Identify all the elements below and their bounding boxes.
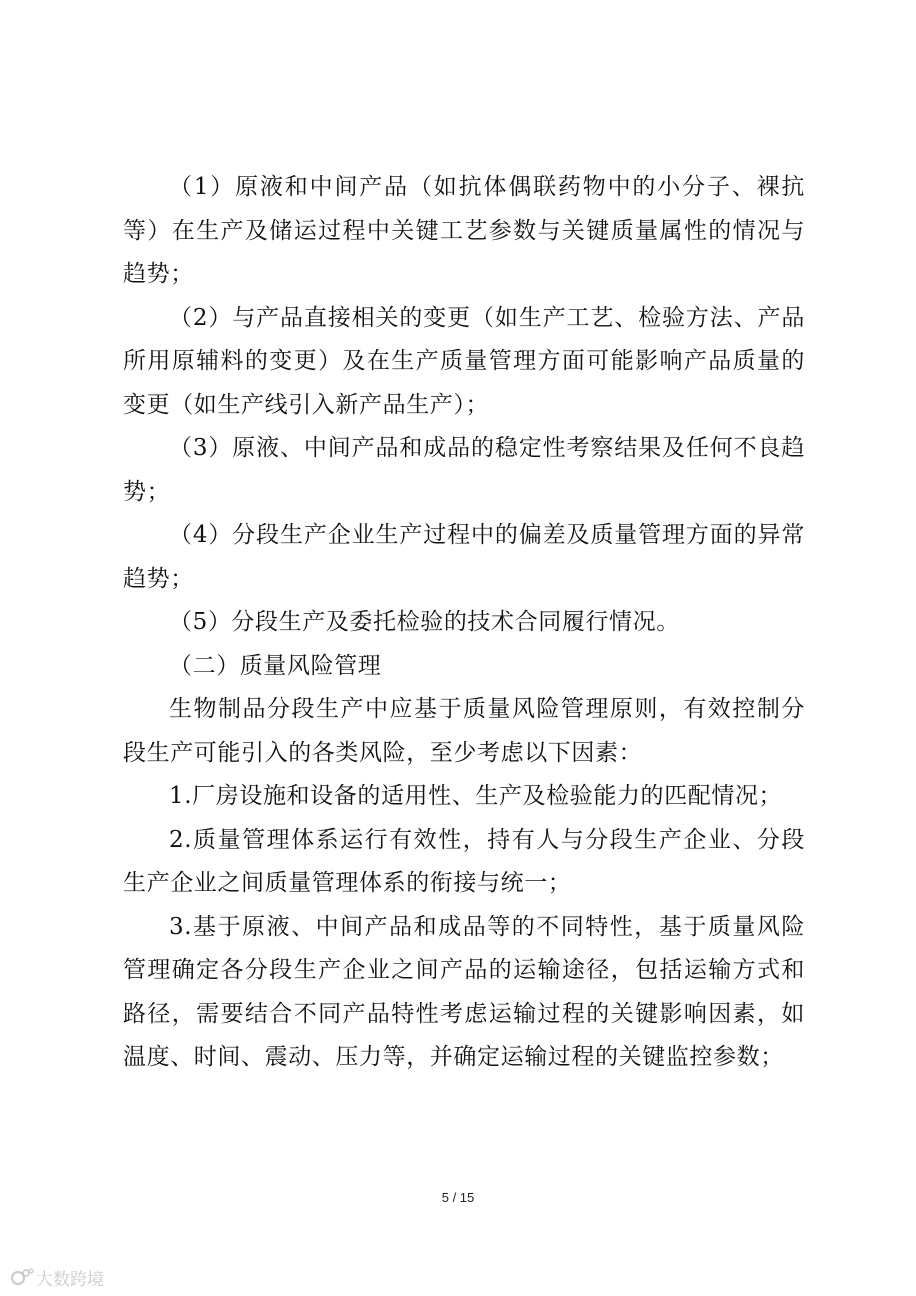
- watermark: [10, 1266, 104, 1288]
- paragraph-item-2: （2）与产品直接相关的变更（如生产工艺、检验方法、产品所用原辅料的变更）及在生产质量管理方面可能影响产品质量的变更（如生产线引入新产品生产）；: [123, 304, 805, 418]
- section-heading: （二）质量风险管理: [169, 652, 382, 679]
- paragraph-factor-3: 3.基于原液、中间产品和成品等的不同特性，基于质量风险管理确定各分段生产企业之间产品的运输途径，包括运输方式和路径，需要结合不同产品特性考虑运输过程的关键影响因素，如温度、时间、震动、压力等，并确定运输过程的关键监控参数；: [123, 913, 805, 1070]
- paragraph-item-1: （1）原液和中间产品（如抗体偶联药物中的小分子、裸抗等）在生产及储运过程中关键工艺参数与关键质量属性的情况与趋势；: [123, 174, 805, 287]
- page-number: 5 / 15: [441, 1190, 475, 1205]
- logo-icon: [10, 1267, 34, 1287]
- paragraph-item-5: （5）分段生产及委托检验的技术合同履行情况。: [169, 609, 680, 635]
- paragraph-factor-2: 2.质量管理体系运行有效性，持有人与分段生产企业、分段生产企业之间质量管理体系的衔接与统一；: [123, 826, 805, 896]
- paragraph-item-4: （4）分段生产企业生产过程中的偏差及质量管理方面的异常趋势；: [123, 522, 805, 592]
- paragraph-factor-1: 1.厂房设施和设备的适用性、生产及检验能力的匹配情况；: [169, 783, 783, 809]
- watermark-text: 大数跨境: [36, 1269, 104, 1290]
- document-body: [123, 166, 805, 1080]
- paragraph-item-3: （3）原液、中间产品和成品的稳定性考察结果及任何不良趋势；: [123, 435, 805, 505]
- paragraph-intro: 生物制品分段生产中应基于质量风险管理原则，有效控制分段生产可能引入的各类风险，至少考虑以下因素：: [123, 696, 805, 766]
